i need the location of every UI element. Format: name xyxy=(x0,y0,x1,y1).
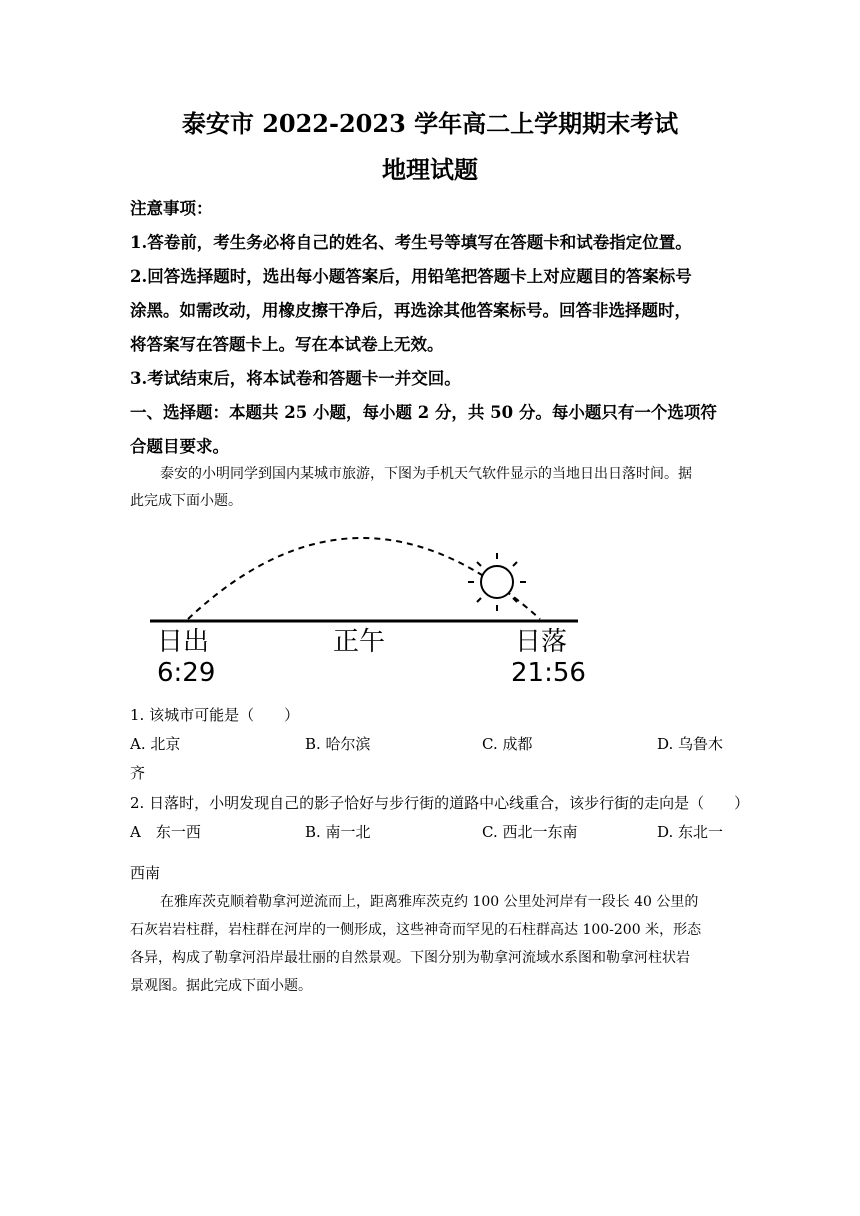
question-1-option-c: C. 成都 xyxy=(482,735,533,753)
exam-subtitle: 地理试题 xyxy=(382,155,478,184)
question-2-option-d: D. 东北一 xyxy=(657,823,724,841)
question-2-option-b: B. 南一北 xyxy=(305,823,371,841)
question-1-option-d-continued: 齐 xyxy=(130,764,146,782)
sun-icon xyxy=(468,553,526,611)
sunset-time: 21:56 xyxy=(511,658,586,688)
passage-2-line-4: 景观图。据此完成下面小题。 xyxy=(130,978,312,994)
question-2-option-c: C. 西北一东南 xyxy=(482,823,578,841)
sunrise-time: 6:29 xyxy=(157,658,216,688)
sunrise-label: 日出 xyxy=(157,627,210,657)
exam-title: 泰安市 2022-2023 学年高二上学期期末考试 xyxy=(181,109,679,138)
noon-label: 正午 xyxy=(333,627,386,657)
passage-1 xyxy=(130,461,740,515)
passage-2-line-1: 在雅库茨克顺着勒拿河逆流而上，距离雅库茨克约 100 公里处河岸有一段长 40 公里的 xyxy=(160,894,699,910)
sunrise-sunset-figure xyxy=(0,525,860,705)
section-heading-line-2: 合题目要求。 xyxy=(130,437,229,456)
question-1-option-b: B. 哈尔滨 xyxy=(305,735,371,753)
notice-block xyxy=(130,192,730,464)
passage-1-line-1: 泰安的小明同学到国内某城市旅游，下图为手机天气软件显示的当地日出日落时间。据 xyxy=(160,466,692,482)
passage-2-line-3: 各异，构成了勒拿河沿岸最壮丽的自然景观。下图分别为勒拿河流域水系图和勒拿河柱状岩 xyxy=(130,950,690,966)
notice-heading: 注意事项： xyxy=(130,199,213,218)
notice-item-3: 3.考试结束后，将本试卷和答题卡一并交回。 xyxy=(130,369,461,388)
passage-1-line-2: 此完成下面小题。 xyxy=(130,493,242,509)
sunset-label: 日落 xyxy=(515,627,568,657)
question-1-option-a: A. 北京 xyxy=(130,735,181,753)
question-1-stem: 1. 该城市可能是（ ） xyxy=(130,706,300,724)
passage-2-line-2: 石灰岩岩柱群，岩柱群在河岸的一侧形成，这些神奇而罕见的石柱群高达 100-200 米，形态 xyxy=(130,922,702,938)
notice-item-1: 1.答卷前，考生务必将自己的姓名、考生号等填写在答题卡和试卷指定位置。 xyxy=(130,233,692,252)
section-heading-line-1: 一、选择题：本题共 25 小题，每小题 2 分，共 50 分。每小题只有一个选项符 xyxy=(130,403,717,422)
notice-item-2-line-3: 将答案写在答题卡上。写在本试卷上无效。 xyxy=(130,335,444,354)
question-2-option-a: A 东一西 xyxy=(130,823,201,841)
notice-item-2-line-2: 涂黑。如需改动，用橡皮擦干净后，再选涂其他答案标号。回答非选择题时， xyxy=(130,301,691,320)
question-1-option-d: D. 乌鲁木 xyxy=(657,735,724,753)
question-2-stem: 2. 日落时，小明发现自己的影子恰好与步行街的道路中心线重合，该步行街的走向是（ ） xyxy=(130,794,750,812)
question-2-option-d-continued: 西南 xyxy=(130,864,161,882)
notice-item-2-line-1: 2.回答选择题时，选出每小题答案后，用铅笔把答题卡上对应题目的答案标号 xyxy=(130,267,692,286)
passage-2 xyxy=(130,888,740,1000)
